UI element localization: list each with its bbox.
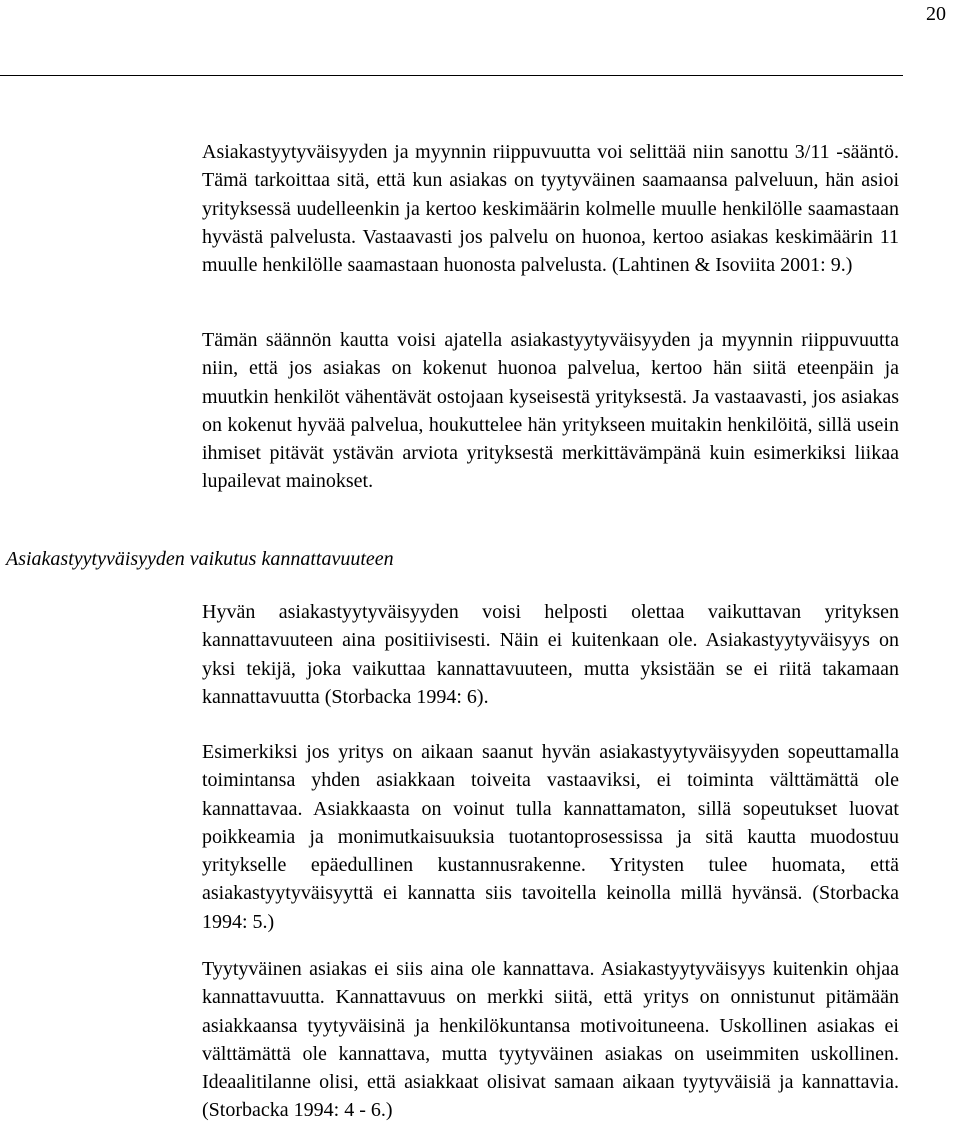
paragraph-3-11-rule: Asiakastyytyväisyyden ja myynnin riippuvuutta voi selittää niin sanottu 3/11 -sääntö. Tämä tarkoittaa sitä, että kun asiakas on tyytyväinen saamaansa palveluun, hän asioi yrityksessä uudelleenkin ja kertoo keskimäärin kolmelle muulle henkilölle saamastaan hyvästä palvelusta. Vastaavasti jos palvelu on huonoa, kertoo asiakas keskimäärin 11 muulle henkilölle saamastaan huonosta palvelusta. (Lahtinen & Isoviita 2001: 9.) <box>202 141 899 277</box>
paragraph-rule-interpretation: Tämän säännön kautta voisi ajatella asiakastyytyväisyyden ja myynnin riippuvuutta niin, että jos asiakas on kokenut huonoa palvelua, kertoo hän siitä eteenpäin ja muutkin henkilöt vähentävät ostojaan kyseisestä yrityksestä. Ja vastaavasti, jos asiakas on kokenut hyvää palvelua, houkuttelee hän yritykseen muitakin henkilöitä, sillä usein ihmiset pitävät ystävän arviota yrityksestä merkittävämpänä kuin esimerkiksi liikaa lupailevat mainokset. <box>202 329 899 493</box>
header-rule <box>0 75 903 76</box>
section-heading: Asiakastyytyväisyyden vaikutus kannattavuuteen <box>6 548 394 570</box>
paragraph-profitability-intro: Hyvän asiakastyytyväisyyden voisi helposti olettaa vaikuttavan yrityksen kannattavuuteen aina positiivisesti. Näin ei kuitenkaan ole. Asiakastyytyväisyys on yksi tekijä, joka vaikuttaa kannattavuuteen, mutta yksistään se ei riitä takamaan kannattavuutta (Storbacka 1994: 6). <box>202 601 899 708</box>
page-number: 20 <box>926 3 946 25</box>
paragraph-profitability-example: Esimerkiksi jos yritys on aikaan saanut hyvän asiakastyytyväisyyden sopeuttamalla toimintansa yhden asiakkaan toiveita vastaaviksi, ei toiminta välttämättä ole kannattavaa. Asiakkaasta on voinut tulla kannattamaton, sillä sopeutukset luovat poikkeamia ja monimutkaisuuksia tuotantoprosessissa ja sitä kautta muodostuu yritykselle epäedullinen kustannusrakenne. Yritysten tulee huomata, että asiakastyytyväisyyttä ei kannatta siis tavoitella keinolla millä hyvänsä. (Storbacka 1994: 5.) <box>202 741 899 933</box>
paragraph-profitability-conclusion: Tyytyväinen asiakas ei siis aina ole kannattava. Asiakastyytyväisyys kuitenkin ohjaa kannattavuutta. Kannattavuus on merkki siitä, että yritys on onnistunut pitämään asiakkaansa tyytyväisinä ja henkilökuntansa motivoituneena. Uskollinen asiakas ei välttämättä ole kannattava, mutta tyytyväinen asiakas on useimmiten uskollinen. Ideaalitilanne olisi, että asiakkaat olisivat samaan aikaan tyytyväisiä ja kannattavia. (Storbacka 1994: 4 - 6.) <box>202 958 899 1122</box>
